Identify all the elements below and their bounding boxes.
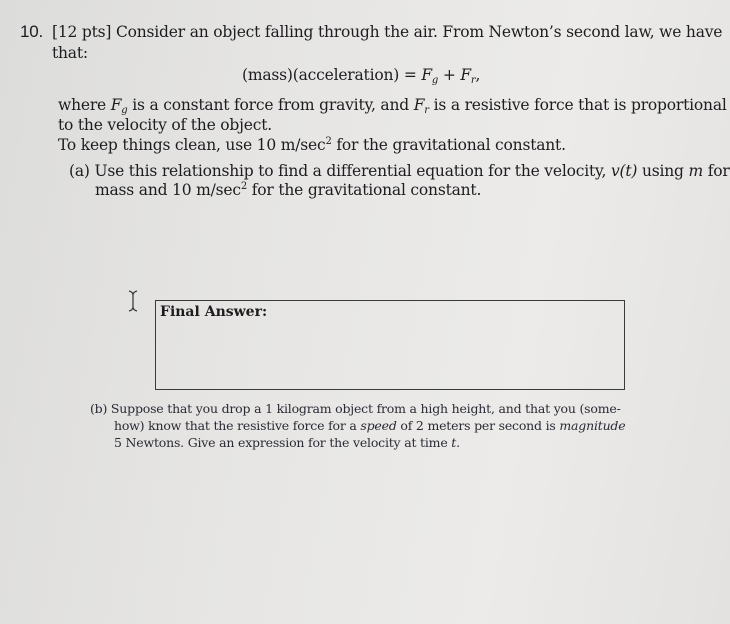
subscript-r: r (470, 75, 476, 86)
part-a-line2: mass and 10 $m/\sec^2$ for the gravitational constant. (95, 181, 482, 199)
gravity-constant-note: To keep things clean, use 10 $m/\sec^2$ for the gravitational constant. (58, 136, 566, 154)
force-symbol: F (460, 66, 471, 84)
force-symbol: F (421, 66, 432, 84)
equation-comma: , (475, 66, 481, 84)
final-answer-box[interactable] (155, 300, 625, 390)
where-line2: to the velocity of the object. (58, 116, 272, 134)
part-b-line2: how) know that the resistive force for a speed of 2 meters per second is magnitude (114, 418, 626, 433)
part-b-line1: (b) Suppose that you drop a 1 kilogram object from a high height, and that you (some- (90, 401, 621, 416)
equation-lhs: (mass)(acceleration) = (242, 66, 422, 84)
plus-sign: + (438, 66, 461, 84)
final-answer-label: Final Answer: (160, 304, 268, 320)
part-a-line1: (a) Use this relationship to find a differential equation for the velocity, v(t) using m for (69, 162, 730, 180)
problem-intro-line2: that: (52, 44, 88, 62)
newton-equation (242, 66, 480, 90)
problem-intro-line1: [12 pts] Consider an object falling through the air. From Newton’s second law, we have (52, 23, 723, 41)
text-cursor-icon (127, 290, 139, 312)
subscript-g: g (431, 75, 439, 86)
part-b-line3: 5 Newtons. Give an expression for the velocity at time t. (114, 435, 460, 450)
problem-number: 10. (20, 22, 44, 41)
where-line1: where $F_g$ is a constant force from gravity, and $F_r$ is a resistive force that is proportional (58, 96, 727, 116)
